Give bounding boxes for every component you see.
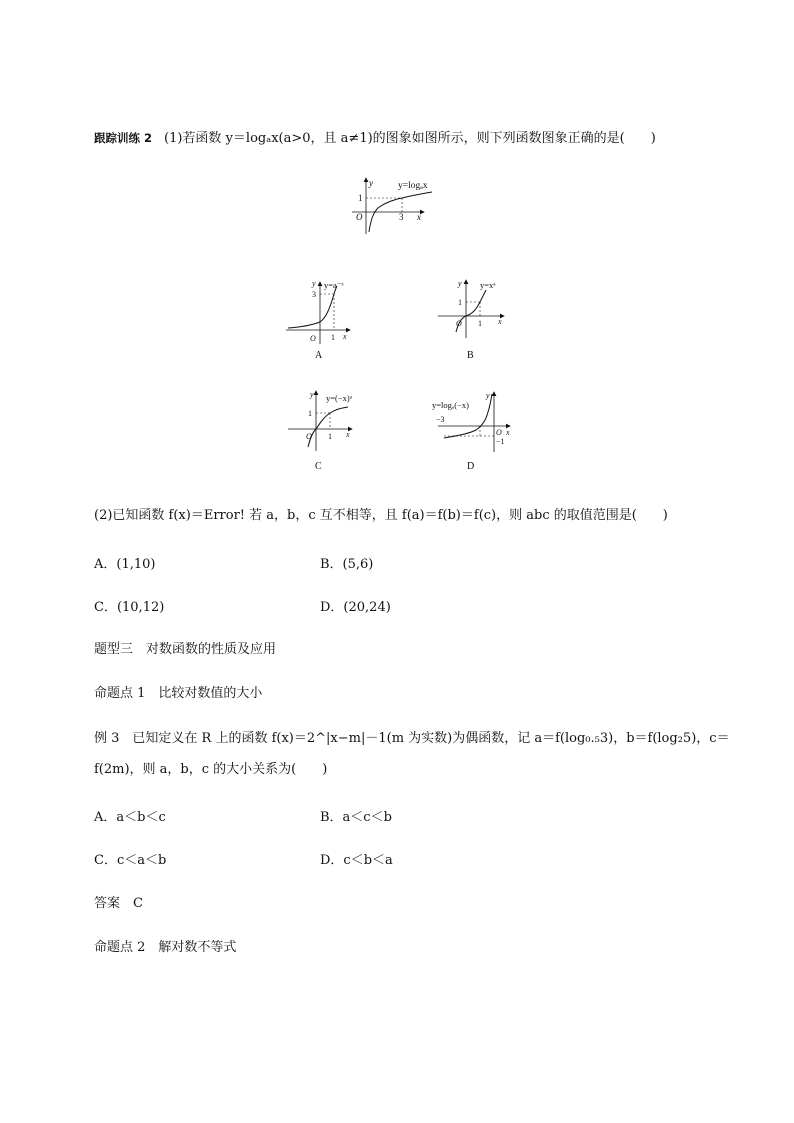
- main-log-graph: [340, 172, 440, 238]
- example-3-line-2: f(2m)，则 a，b，c 的大小关系为( ): [94, 762, 328, 777]
- ex3-option-b: B．a＜c＜b: [320, 810, 392, 825]
- svg-text:y: y: [310, 390, 314, 399]
- question-2-text: (2)已知函数 f(x)＝Error! 若 a，b，c 互不相等，且 f(a)＝f(b)＝f(c)，则 abc 的取值范围是( ): [94, 508, 668, 523]
- practice-label: 跟踪训练 2: [94, 131, 153, 145]
- origin-label: O: [356, 212, 363, 222]
- svg-text:O: O: [496, 428, 502, 437]
- graph-d-caption: D: [467, 461, 475, 472]
- question-1: [94, 129, 656, 148]
- q2-option-d: D．(20,24): [320, 600, 391, 615]
- q2-option-c: C．(10,12): [94, 600, 165, 615]
- svg-text:x: x: [343, 332, 347, 341]
- example-3-line-1: 例 3 已知定义在 R 上的函数 f(x)＝2^|x−m|－1(m 为实数)为偶函数，记 a＝f(log₀.₅3)，b＝f(log₂5)，c＝: [94, 731, 730, 746]
- graph-b-tick-y: 1: [458, 298, 462, 307]
- graph-b-tick-x: 1: [478, 319, 482, 328]
- graph-b-curve-label: y=xᵃ: [480, 280, 496, 290]
- tick-1-label: 1: [358, 193, 363, 203]
- svg-text:O: O: [310, 334, 316, 343]
- graph-b-caption: B: [467, 350, 474, 361]
- svg-text:x: x: [346, 430, 350, 439]
- graph-d: [430, 388, 520, 458]
- graph-c-tick-x: 1: [328, 432, 332, 441]
- svg-text:x: x: [498, 317, 502, 326]
- graph-d-curve-label: y=logₐ(−x): [432, 400, 469, 410]
- svg-text:y: y: [312, 279, 316, 288]
- ex3-option-a: A．a＜b＜c: [94, 810, 166, 825]
- svg-text:y: y: [486, 391, 490, 400]
- tick-3-label: 3: [399, 212, 404, 222]
- graph-c-tick-y: 1: [308, 409, 312, 418]
- graph-a-caption: A: [315, 350, 323, 361]
- graph-a-tick-y: 3: [312, 290, 316, 299]
- ex3-option-c: C．c＜a＜b: [94, 853, 167, 868]
- graph-c-curve-label: y=(−x)ᵃ: [326, 393, 353, 403]
- section-title: 题型三 对数函数的性质及应用: [94, 642, 277, 657]
- graph-c-caption: C: [315, 461, 322, 472]
- graph-a-curve-label: y=a⁻ˣ: [324, 280, 344, 290]
- y-label: y: [369, 178, 373, 188]
- x-label: x: [417, 212, 421, 222]
- point-1-title: 命题点 1 比较对数值的大小: [94, 686, 263, 701]
- q2-option-b: B．(5,6): [320, 557, 374, 572]
- svg-text:y: y: [458, 279, 462, 288]
- ex3-option-d: D．c＜b＜a: [320, 853, 393, 868]
- curve-label: y=logₐx: [398, 181, 428, 191]
- answer: 答案 C: [94, 896, 143, 911]
- question-1-text: (1)若函数 y＝logₐx(a>0，且 a≠1)的图象如图所示，则下列函数图象正确的是( ): [164, 131, 656, 146]
- svg-text:x: x: [506, 428, 510, 437]
- point-2-title: 命题点 2 解对数不等式: [94, 940, 237, 955]
- graph-d-tick-x: −1: [496, 437, 505, 446]
- graph-d-tick-y: −3: [436, 415, 445, 424]
- graph-a: [282, 276, 362, 346]
- graph-a-tick-x: 1: [331, 333, 335, 342]
- svg-text:O: O: [456, 319, 462, 328]
- svg-text:O: O: [306, 432, 312, 441]
- graph-b: [434, 276, 514, 346]
- graph-c: [284, 387, 364, 457]
- q2-option-a: A．(1,10): [94, 557, 156, 572]
